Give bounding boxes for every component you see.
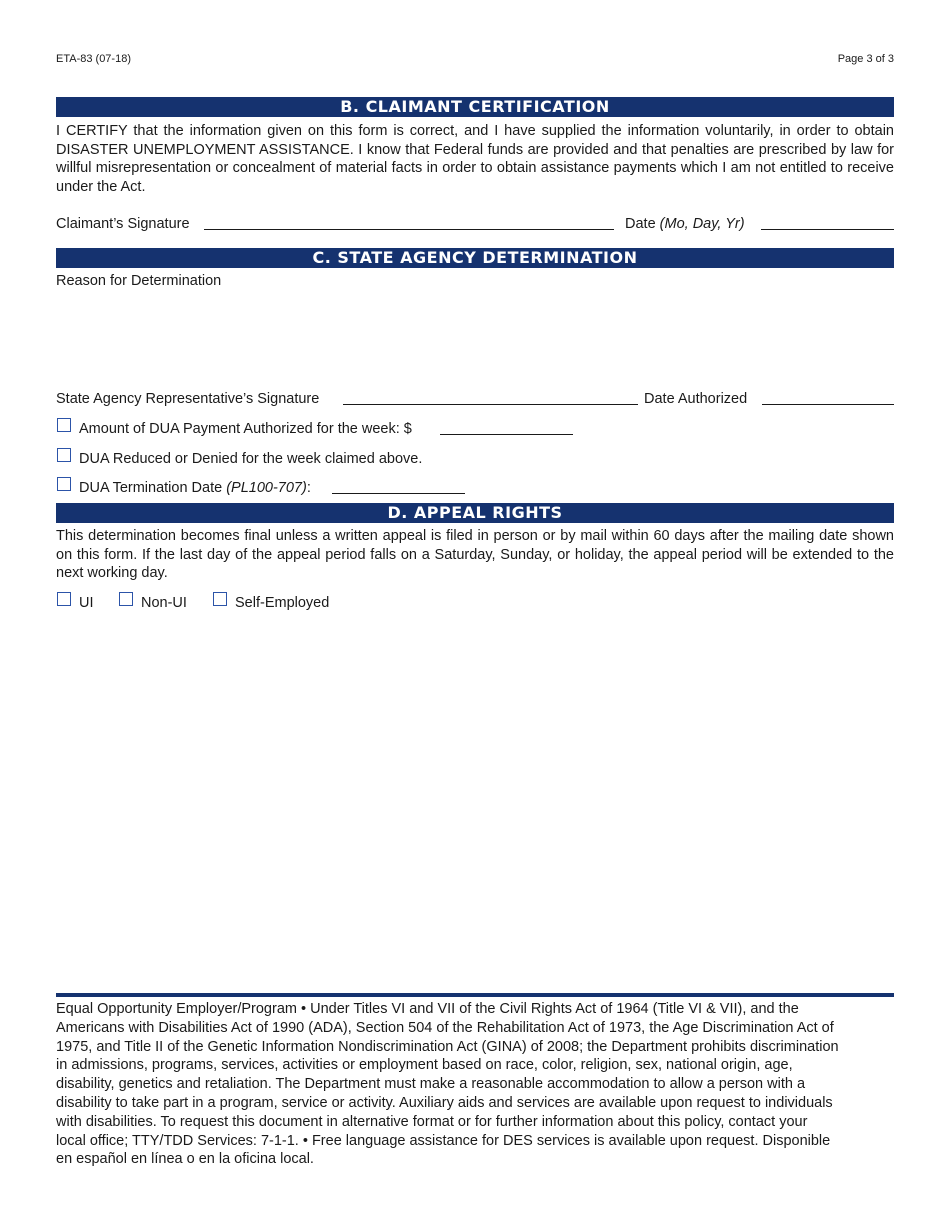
non-ui-label: Non-UI <box>141 595 187 611</box>
payment-authorized-checkbox[interactable] <box>57 418 71 432</box>
date-label: Date (Mo, Day, Yr) <box>625 216 745 232</box>
footer-notice <box>56 1000 898 1169</box>
rep-signature-field[interactable] <box>343 404 638 405</box>
self-employed-label: Self-Employed <box>235 595 330 611</box>
footer-line: disability, genetics and retaliation. The Department must make a reasonable accommodation to allow a person with a <box>56 1076 806 1093</box>
footer-line: en español en línea o en la oficina local. <box>56 1151 314 1168</box>
date-format-hint: (Mo, Day, Yr) <box>659 216 745 232</box>
footer-line: in admissions, programs, services, activities or employment based on race, color, religion, sex, national origin, age, <box>56 1057 793 1074</box>
payment-label: Amount of DUA Payment Authorized for the week: $ <box>79 421 412 437</box>
claimant-signature-label: Claimant’s Signature <box>56 216 190 232</box>
reduced-label: DUA Reduced or Denied for the week claimed above. <box>79 451 423 467</box>
reduced-denied-checkbox[interactable] <box>57 448 71 462</box>
termination-checkbox[interactable] <box>57 477 71 491</box>
ui-checkbox[interactable] <box>57 592 71 606</box>
section-c-title: C. STATE AGENCY DETERMINATION <box>56 248 894 268</box>
reason-label: Reason for Determination <box>56 273 222 289</box>
footer-line: Equal Opportunity Employer/Program • Under Titles VI and VII of the Civil Rights Act of 1964 (Title VI & VII), and the <box>56 1001 799 1017</box>
footer-line: with disabilities. To request this document in alternative format or for further information about this policy, contact your <box>56 1113 808 1130</box>
form-id: ETA-83 (07-18) <box>56 53 131 65</box>
payment-amount-field[interactable] <box>440 434 573 435</box>
footer-rule <box>56 993 894 997</box>
date-authorized-label: Date Authorized <box>644 391 748 407</box>
termination-label: DUA Termination Date (PL100-707): <box>79 480 311 496</box>
certification-text: I CERTIFY that the information given on this form is correct, and I have supplied the information voluntarily, in order to obtain DISASTER UNEMPLOYMENT ASSISTANCE. I know that Federal funds are provided and that penalties are prescribed by law for willful misrepresentation or concealment of material facts in order to obtain assistance payments which I am not entitled to receive under the Act. <box>56 123 894 195</box>
rep-signature-label: State Agency Representative’s Signature <box>56 391 320 407</box>
termination-ref: (PL100-707) <box>226 480 307 496</box>
footer-line: disability to take part in a program, service or activity. Auxiliary aids and services are available upon request to individuals <box>56 1094 833 1111</box>
ui-label: UI <box>79 595 94 611</box>
footer-line: local office; TTY/TDD Services: 7-1-1. • Free language assistance for DES services is available upon request. Disponible <box>56 1132 831 1149</box>
claimant-date-field[interactable] <box>761 229 894 230</box>
section-d-title: D. APPEAL RIGHTS <box>56 503 894 523</box>
date-authorized-field[interactable] <box>762 404 894 405</box>
footer-line: 1975, and Title II of the Genetic Information Nondiscrimination Act (GINA) of 2008; the Department prohibits discrimination <box>56 1038 839 1055</box>
page-number: Page 3 of 3 <box>837 53 894 65</box>
appeal-text: This determination becomes final unless a written appeal is filed in person or by mail within 60 days after the mailing date shown on this form. If the last day of the appeal period falls on a Saturday, Sunday, or holiday, the appeal period will be extended to the next working day. <box>56 528 894 581</box>
section-b-title: B. CLAIMANT CERTIFICATION <box>56 97 894 117</box>
self-employed-checkbox[interactable] <box>213 592 227 606</box>
footer-line: Americans with Disabilities Act of 1990 (ADA), Section 504 of the Rehabilitation Act of 1973, the Age Discrimination Act of <box>56 1019 834 1036</box>
claimant-signature-field[interactable] <box>204 229 614 230</box>
non-ui-checkbox[interactable] <box>119 592 133 606</box>
reason-field[interactable] <box>56 292 894 384</box>
termination-date-field[interactable] <box>332 493 465 494</box>
